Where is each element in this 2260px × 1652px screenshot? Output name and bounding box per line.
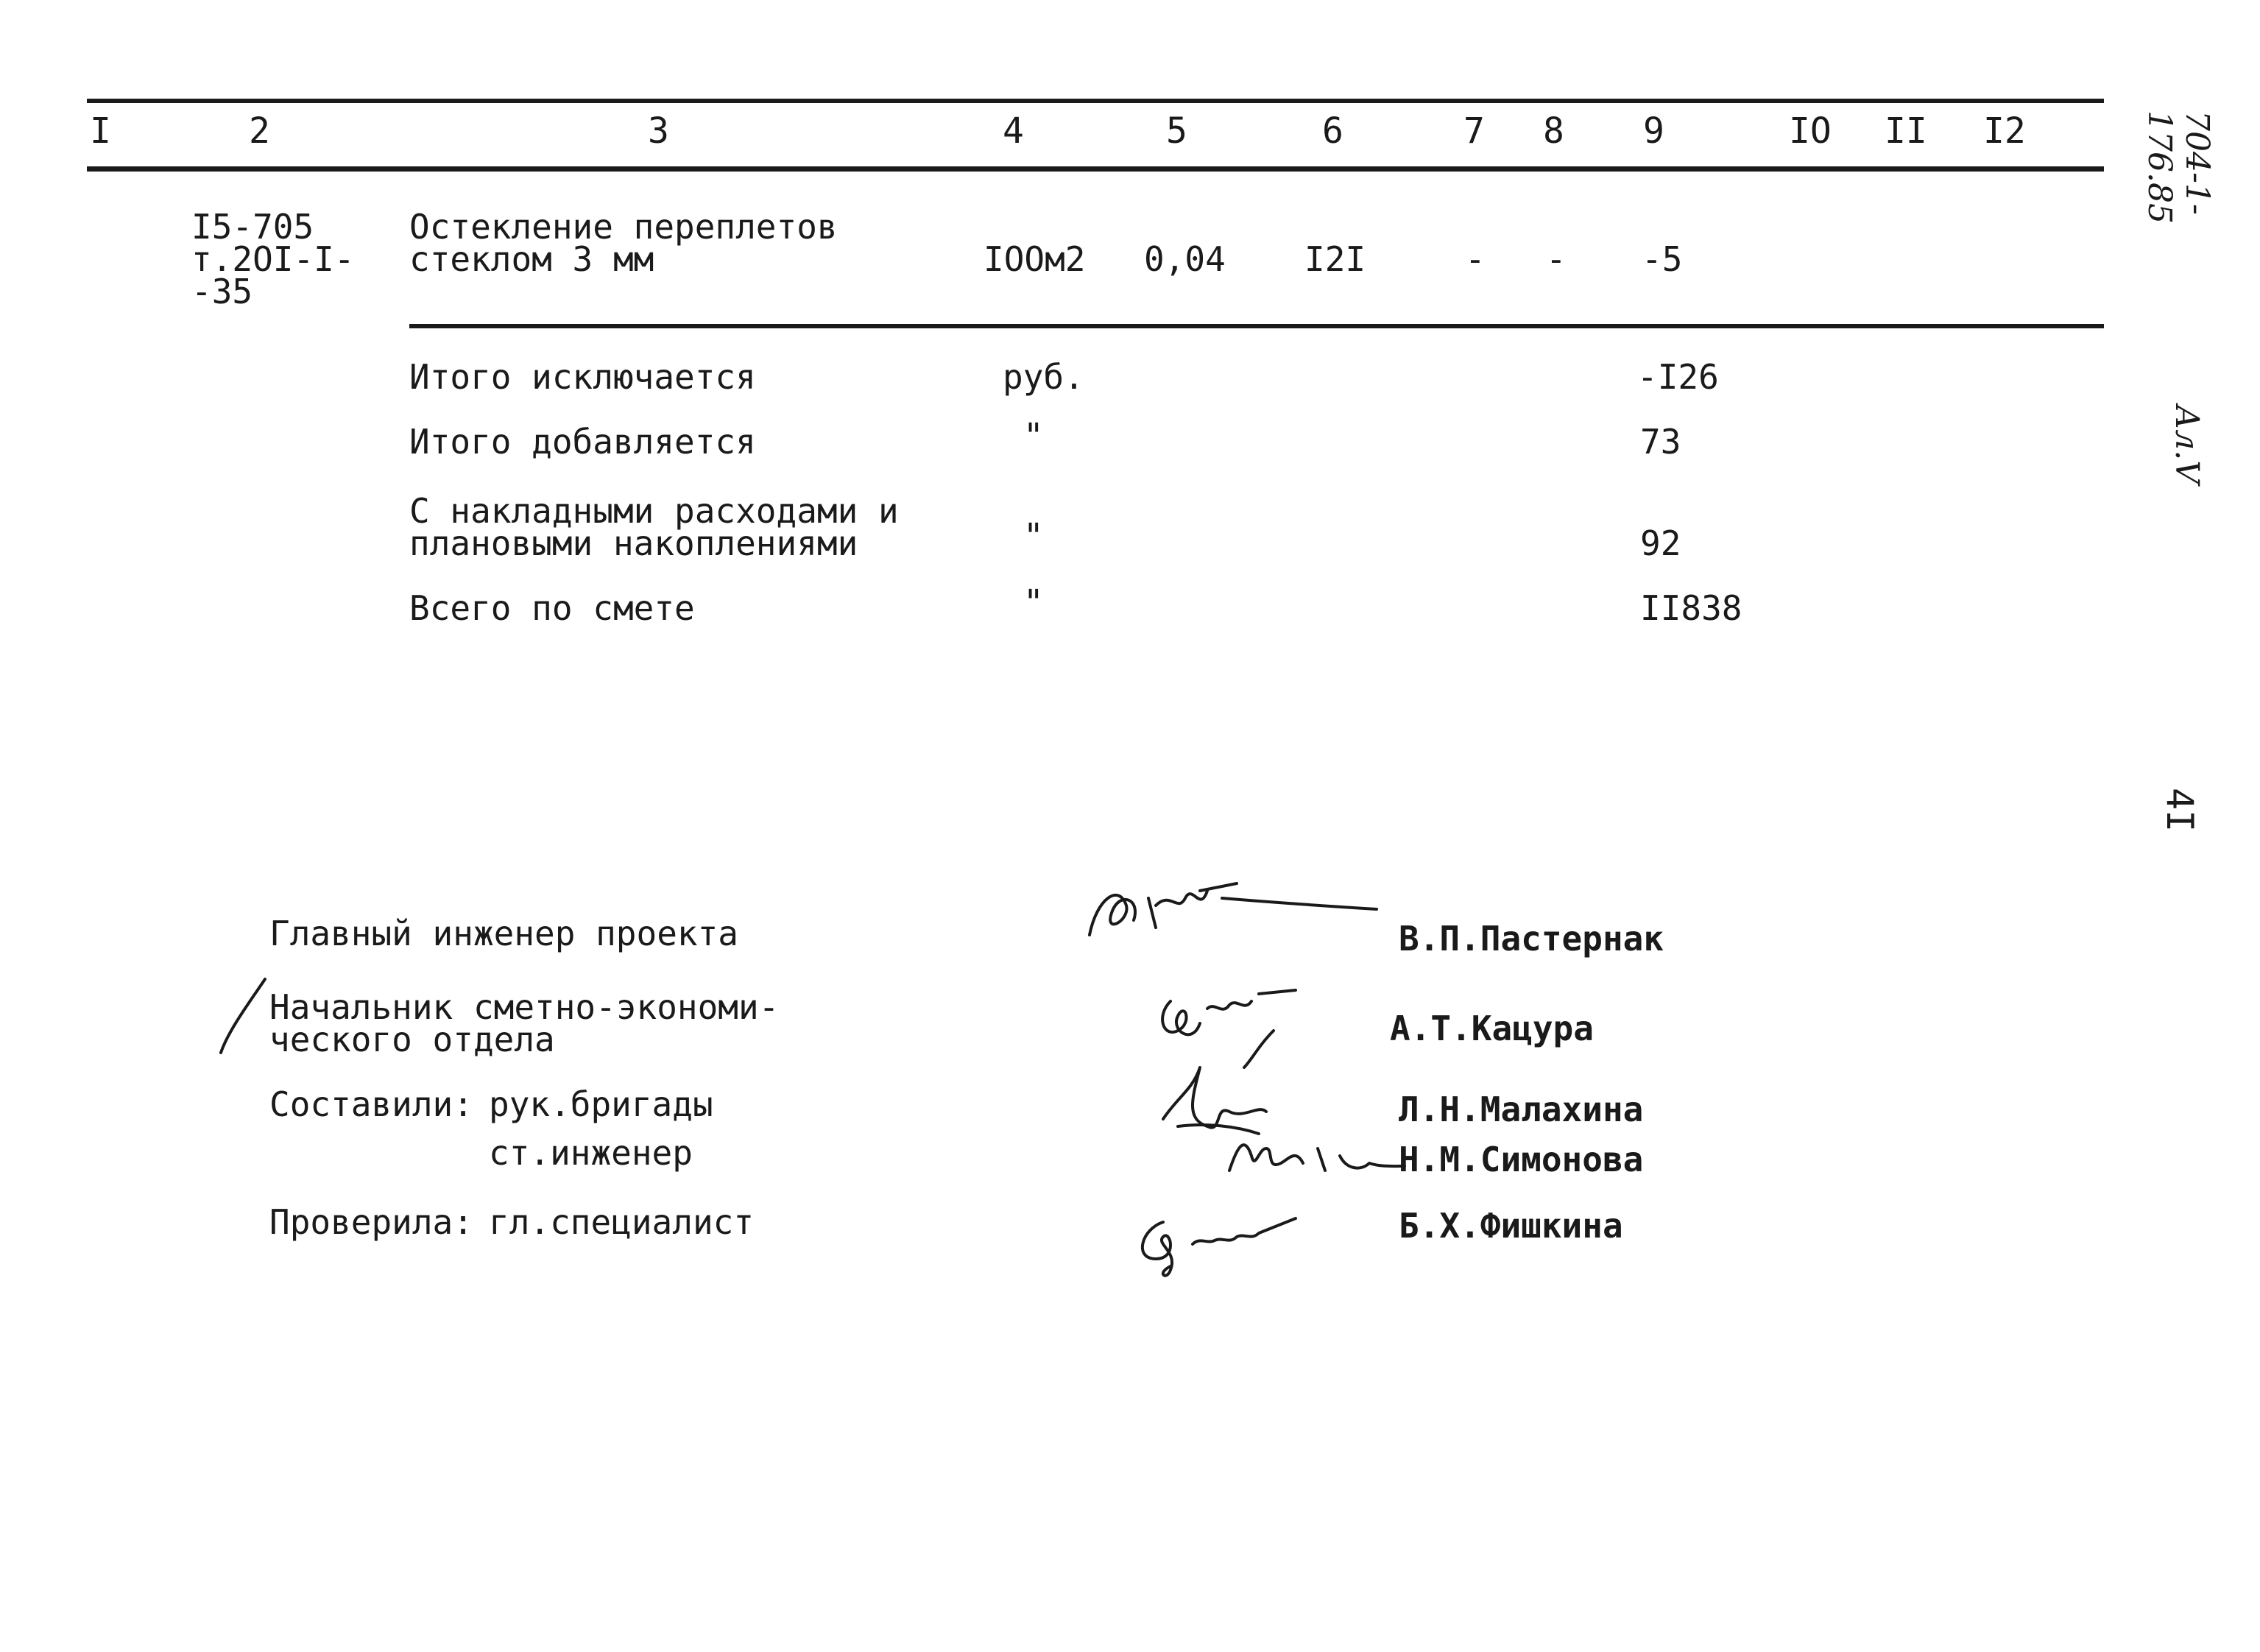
row-code-line: -35 bbox=[191, 272, 253, 311]
total-label: Итого добавляется bbox=[409, 422, 756, 462]
row-col7: - bbox=[1465, 239, 1486, 279]
row-code-line: I5-705 bbox=[191, 207, 314, 247]
col-num-5: 5 bbox=[1166, 110, 1187, 152]
total-unit: " bbox=[1023, 582, 1044, 622]
role-dept-head-line: Начальник сметно-экономи- bbox=[269, 987, 780, 1027]
row-description bbox=[409, 207, 838, 279]
checked-label: Проверила: bbox=[269, 1202, 473, 1242]
row-qty: 0,04 bbox=[1144, 239, 1226, 279]
header-bottom-rule bbox=[87, 166, 2104, 172]
page-number: 4I bbox=[2158, 788, 2201, 833]
col-num-2: 2 bbox=[249, 110, 270, 152]
col-num-8: 8 bbox=[1543, 110, 1564, 152]
row-description-line: стеклом 3 мм bbox=[409, 239, 654, 279]
name-chief-engineer: В.П.Пастернак bbox=[1399, 919, 1664, 959]
role-dept-head-line: ческого отдела bbox=[269, 1020, 555, 1059]
row-code bbox=[191, 207, 355, 311]
total-value: 73 bbox=[1640, 422, 1681, 462]
total-unit: " bbox=[1023, 416, 1044, 456]
name-brigade-lead: Л.Н.Малахина bbox=[1399, 1090, 1644, 1129]
total-value: II838 bbox=[1640, 588, 1742, 628]
total-label-line: С накладными расходами и bbox=[409, 491, 899, 531]
col-num-4: 4 bbox=[1003, 110, 1024, 152]
total-unit: " bbox=[1023, 516, 1044, 556]
role-dept-head bbox=[269, 987, 780, 1059]
row-col8: - bbox=[1546, 239, 1567, 279]
signature-senior-engineer bbox=[1215, 1119, 1406, 1185]
top-rule bbox=[87, 99, 2104, 103]
total-label-line: плановыми накоплениями bbox=[409, 523, 858, 563]
margin-tick-mark bbox=[213, 972, 272, 1060]
role-chief-specialist: гл.специалист bbox=[489, 1202, 755, 1242]
total-value: -I26 bbox=[1637, 357, 1719, 397]
signature-chief-engineer bbox=[1075, 869, 1384, 957]
col-num-12: I2 bbox=[1983, 110, 2026, 152]
role-chief-engineer: Главный инженер проекта bbox=[269, 914, 738, 953]
col-num-9: 9 bbox=[1643, 110, 1664, 152]
signature-chief-specialist bbox=[1126, 1200, 1303, 1281]
role-senior-engineer: ст.инженер bbox=[489, 1133, 693, 1173]
row-code-line: т.2OI-I- bbox=[191, 239, 355, 279]
row-col9: -5 bbox=[1642, 239, 1683, 279]
total-label bbox=[409, 491, 899, 563]
col-num-7: 7 bbox=[1463, 110, 1485, 152]
compiled-label: Составили: bbox=[269, 1084, 473, 1124]
row-description-line: Остекление переплетов bbox=[409, 207, 838, 247]
role-brigade-lead: рук.бригады bbox=[489, 1084, 713, 1124]
row-col6: I2I bbox=[1304, 239, 1366, 279]
col-num-3: 3 bbox=[648, 110, 669, 152]
total-unit: руб. bbox=[1003, 357, 1084, 397]
name-chief-specialist: Б.Х.Фишкина bbox=[1399, 1206, 1623, 1246]
name-senior-engineer: Н.М.Симонова bbox=[1399, 1140, 1644, 1179]
col-num-10: IO bbox=[1789, 110, 1832, 152]
total-label: Всего по смете bbox=[409, 588, 695, 628]
col-num-1: I bbox=[90, 110, 111, 152]
section-rule bbox=[409, 324, 2104, 328]
name-dept-head: А.Т.Кацура bbox=[1390, 1009, 1594, 1048]
total-label: Итого исключается bbox=[409, 357, 756, 397]
col-num-11: II bbox=[1885, 110, 1927, 152]
row-unit: IOOм2 bbox=[984, 239, 1086, 279]
doc-code: 704-1-176.85 bbox=[2141, 110, 2216, 224]
col-num-6: 6 bbox=[1322, 110, 1343, 152]
total-value: 92 bbox=[1640, 523, 1681, 563]
album-label: Ал.V bbox=[2168, 405, 2206, 484]
